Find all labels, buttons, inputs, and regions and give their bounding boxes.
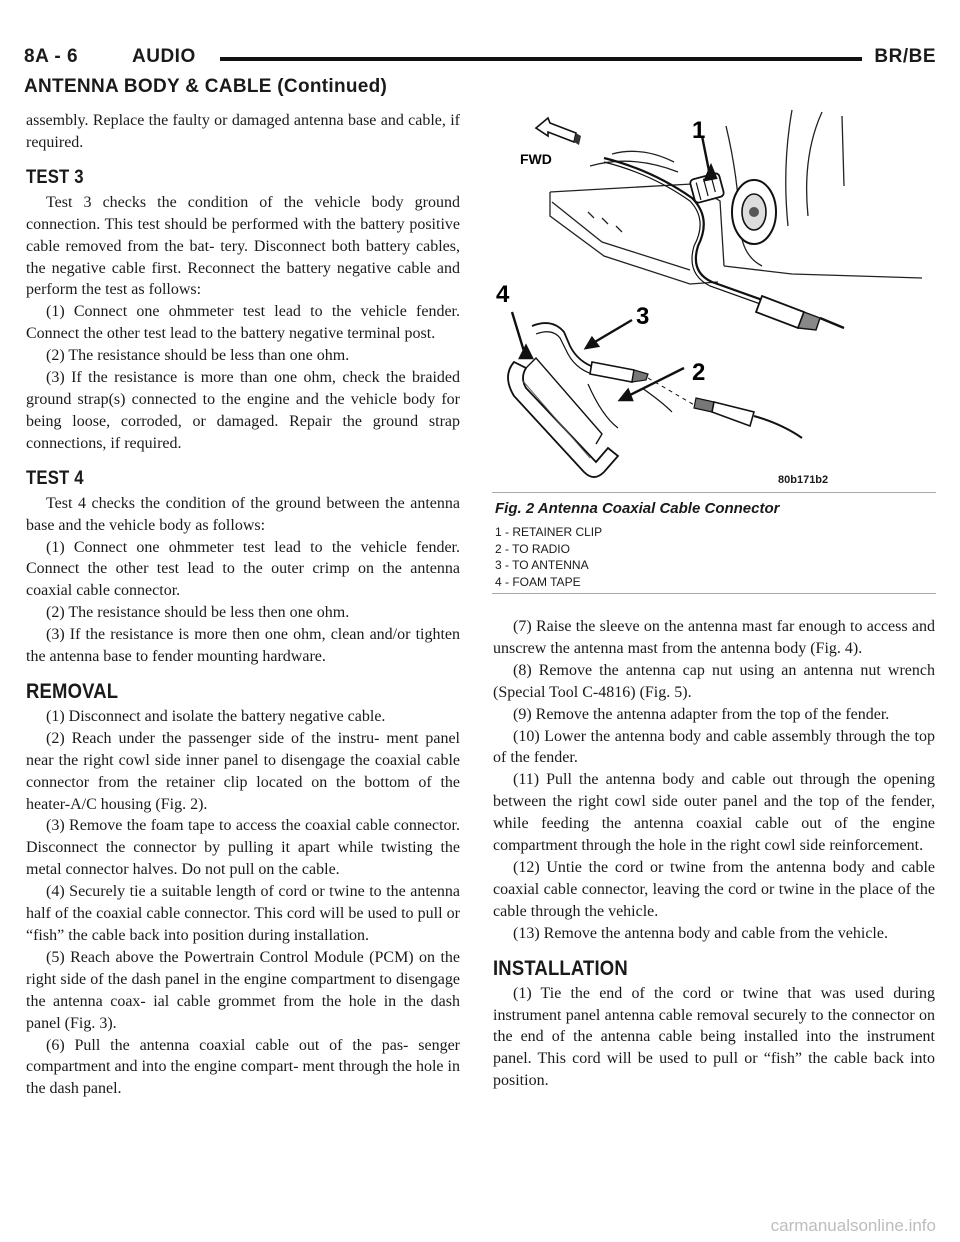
subsection-heading: REMOVAL <box>26 679 119 703</box>
subsection-heading: TEST 3 <box>26 166 84 188</box>
subsection-heading: TEST 4 <box>26 467 84 489</box>
header-rule <box>220 57 862 61</box>
paragraph: (1) Disconnect and isolate the battery negative cable. <box>46 707 386 725</box>
paragraph: (11) Pull the antenna body and cable out through the opening between the right cowl side outer panel and the top of the fender, while feeding the antenna coaxial cable out of the engine compartment through the hole in the right cowl side reinforcement. <box>493 771 935 855</box>
paragraph: (12) Untie the cord or twine from the antenna body and cable coaxial cable connector, leaving the cord or twine in the place of the cable through the vehicle. <box>493 858 935 920</box>
paragraph: assembly. Replace the faulty or damaged antenna base and cable, if required. <box>26 112 460 151</box>
section-title: ANTENNA BODY & CABLE (Continued) <box>24 76 388 97</box>
paragraph: (3) If the resistance is more then one ohm, clean and/or tighten the antenna base to fender mounting hardware. <box>26 626 460 666</box>
upper-connector <box>756 296 844 330</box>
legend-item: 1 - RETAINER CLIP <box>495 525 603 539</box>
paragraph: (10) Lower the antenna body and cable assembly through the top of the fender. <box>493 727 935 767</box>
paragraph: Test 3 checks the condition of the vehicle body ground connection. This test should be performed with the battery positive cable removed from the bat- tery. Disconnect both battery cables, the negative cable first. Reconnect the battery negative cable and perform the test as follows: <box>26 193 460 299</box>
model-code: BR/BE <box>874 46 936 67</box>
paragraph: (5) Reach above the Powertrain Control Module (PCM) on the right side of the dash panel in the engine compartment to disengage the antenna coax- ial cable grommet from the hole in the dash panel (Fig. 3). <box>26 948 460 1032</box>
legend-item: 3 - TO ANTENNA <box>495 558 589 572</box>
paragraph: (2) The resistance should be less than one ohm. <box>46 347 350 365</box>
fwd-arrow-icon <box>536 118 581 145</box>
paragraph: (8) Remove the antenna cap nut using an antenna nut wrench (Special Tool C-4816) (Fig. 5). <box>493 661 935 701</box>
paragraph: (1) Connect one ohmmeter test lead to the vehicle fender. Connect the other test lead to the outer crimp on the antenna coaxial cable connector. <box>26 538 460 600</box>
radio-cable <box>754 416 802 438</box>
legend-item: 2 - TO RADIO <box>495 541 570 556</box>
paragraph: (1) Tie the end of the cord or twine that was used during instrument panel antenna cable removal securely to the connector on the end of the antenna cable being installed into the instrument panel. This cord will be used to pull or “fish” the cable back into position. <box>493 984 935 1090</box>
paragraph: (1) Connect one ohmmeter test lead to the vehicle fender. Connect the other test lead to the battery negative terminal post. <box>26 303 460 343</box>
section-name: AUDIO <box>132 46 196 67</box>
paragraph: (2) The resistance should be less then one ohm. <box>46 604 350 622</box>
figure-divider <box>492 492 936 493</box>
callout-3: 3 <box>636 303 650 330</box>
paragraph: (7) Raise the sleeve on the antenna mast far enough to access and unscrew the antenna mast from the antenna body (Fig. 4). <box>493 618 935 657</box>
figure-antenna-coaxial-connector <box>492 106 936 486</box>
paragraph: (3) If the resistance is more than one ohm, check the braided ground strap(s) connected to the engine and the vehicle body for being loose, corroded, or damaged. Repair the ground strap connections, if required. <box>26 369 460 452</box>
figure-legend <box>495 524 602 590</box>
paragraph: (3) Remove the foam tape to access the coaxial cable connector. Disconnect the connector by pulling it apart while twisting the metal connector halves. Do not pull on the cable. <box>26 817 460 879</box>
watermark: carmanualsonline.info <box>770 1216 936 1235</box>
heater-ac-housing <box>732 180 776 244</box>
legend-item: 4 - FOAM TAPE <box>495 574 581 589</box>
left-column <box>26 110 460 1100</box>
callout-2: 2 <box>692 359 706 386</box>
paragraph: (6) Pull the antenna coaxial cable out of the pas- senger compartment and into the engine compart- ment through the hole in the dash panel. <box>26 1036 460 1098</box>
legend-divider <box>492 593 936 594</box>
page-number: 8A - 6 <box>24 46 79 67</box>
right-column <box>493 616 935 1092</box>
figure-code: 80b171b2 <box>778 474 829 486</box>
paragraph: Test 4 checks the condition of the ground between the antenna base and the vehicle body as follows: <box>26 494 460 534</box>
paragraph: (9) Remove the antenna adapter from the top of the fender. <box>513 705 890 723</box>
page-header <box>24 42 936 72</box>
paragraph: (13) Remove the antenna body and cable from the vehicle. <box>513 924 888 942</box>
paragraph: (4) Securely tie a suitable length of cord or twine to the antenna half of the coaxial cable connector. This cord will be used to pull or “fish” the cable back into position during installation. <box>26 883 460 944</box>
subsection-heading: INSTALLATION <box>493 956 628 980</box>
callout-4: 4 <box>496 281 510 308</box>
paragraph: (2) Reach under the passenger side of the instru- ment panel near the right cowl side inner panel to disengage the coaxial cable connector from the retainer clip located on the bottom of the heater-A/C housing (Fig. 2). <box>26 729 460 813</box>
fwd-label: FWD <box>520 151 552 167</box>
callout-1: 1 <box>692 117 706 144</box>
figure-caption: Fig. 2 Antenna Coaxial Cable Connector <box>495 500 780 517</box>
radio-connector <box>694 398 754 426</box>
antenna-connector <box>590 362 648 382</box>
